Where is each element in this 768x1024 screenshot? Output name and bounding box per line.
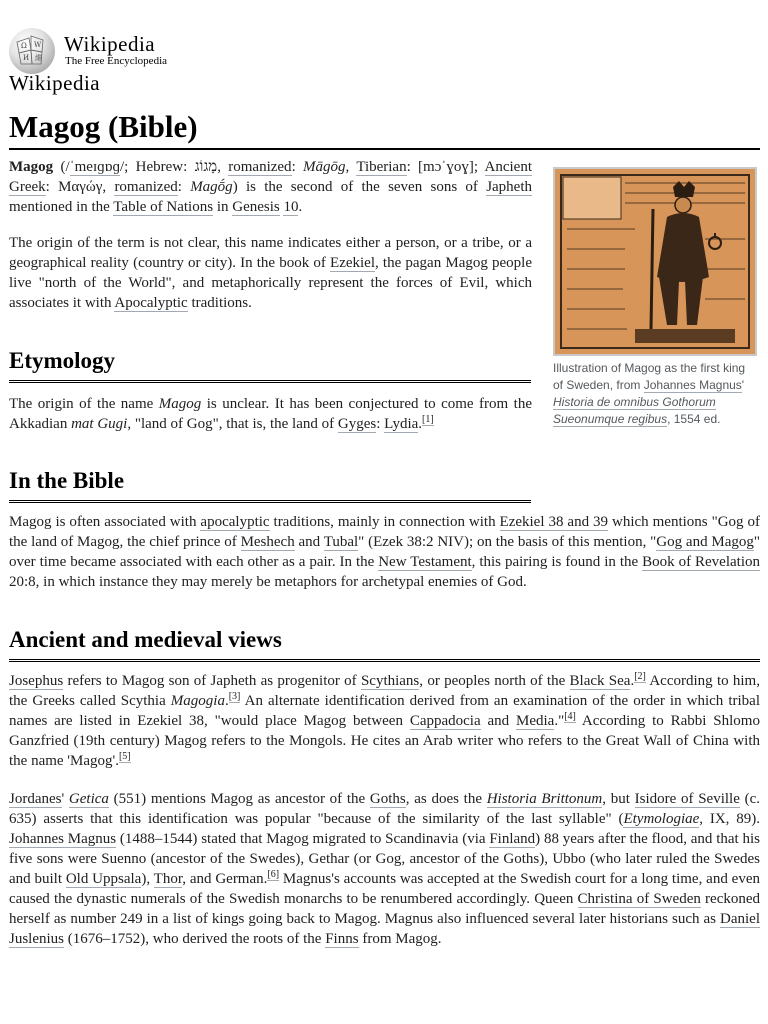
text: reckoned herself as number 249 in a list of kings going back to Magog. Magnus also influenced several later historians such as (9, 891, 761, 927)
getica-link[interactable]: Getica (68, 791, 109, 807)
citation-link[interactable]: [5] (118, 751, 131, 762)
text: (1676–1752), who derived the roots of the (64, 931, 326, 947)
text: Illustration of Magog as the first king of Sweden, from (553, 361, 746, 392)
intro-paragraph-2 (9, 233, 532, 313)
text: ) 88 years after the flood, and that his five sons were Suenno (ancestor of the Swedes), Gethar (or Gog, ancestor of the Goths), Ubbo (who later ruled the Swedes and built (9, 831, 761, 887)
media-link[interactable]: Media (516, 713, 555, 729)
juslenius-link[interactable]: Daniel Juslenius (9, 911, 760, 947)
bible-paragraph (9, 512, 760, 592)
citation-link[interactable]: [4] (564, 711, 576, 722)
jordanes-link[interactable]: Jordanes (9, 791, 62, 807)
intro (9, 157, 532, 313)
johannes-magnus-link[interactable]: Johannes Magnus (9, 831, 117, 847)
apocalyptic-link[interactable]: apocalyptic (200, 514, 270, 530)
ancient-paragraph-2 (9, 789, 760, 949)
table-of-nations-link[interactable]: Table of Nations (113, 199, 214, 215)
apocalyptic-link[interactable]: Apocalyptic (114, 295, 188, 311)
text: and (480, 713, 517, 729)
revelation-link[interactable]: Book of Revelation (642, 554, 761, 570)
citation-link[interactable]: [6] (267, 869, 280, 880)
text: , (345, 159, 357, 175)
text: which mentions " (608, 514, 718, 530)
ipa-link[interactable]: ˈmeɪɡɒɡ (69, 159, 120, 175)
text: , the pagan Magog people live "north of the World", and metaphorically represent the forces of Evil, which associates it with (9, 255, 532, 311)
text: (1488–1544) stated that Magog migrated to Scandinavia (via (116, 831, 490, 847)
wordmark-secondary: Wikipedia (9, 71, 101, 95)
etymologiae-link[interactable]: Etymologiae (623, 811, 700, 827)
ezekiel-link[interactable]: Ezekiel (330, 255, 376, 271)
text: 20:8, in which instance they may merely be metaphors for archetypal enemies of God. (9, 574, 527, 590)
old-uppsala-link[interactable]: Old Uppsala (65, 871, 142, 887)
greek-romanized-form: Magṓg (190, 179, 233, 195)
svg-text:維: 維 (35, 54, 42, 62)
text: (/ (53, 159, 70, 175)
text: According to Rabbi Shlomo Ganzfried (19th century) Magog refers to the Mongols. He cites an Arab writer who refers to the Great Wall of China with the name 'Magog'. (9, 713, 760, 769)
text: ' (741, 378, 745, 392)
gyges-link[interactable]: Gyges (337, 416, 377, 432)
text: Gog of the land of Magog, the chief prince of (9, 514, 760, 550)
ancient-paragraph-1 (9, 671, 760, 771)
text: in (213, 199, 233, 215)
text: /; Hebrew: (119, 159, 195, 175)
text: and (294, 534, 324, 550)
text: refers to Magog son of Japheth as progenitor of (63, 673, 361, 689)
text: traditions. (187, 295, 252, 311)
tagline: The Free Encyclopedia (65, 55, 168, 67)
romanized-form: Māgōg (303, 159, 346, 175)
bible-body (9, 512, 760, 592)
johannes-magnus-link[interactable]: Johannes Magnus (643, 378, 742, 392)
text: from Magog. (358, 931, 442, 947)
citation-link[interactable]: [1] (422, 414, 434, 425)
text: The origin of the term is not clear, this name indicates either a person, or a tribe, or a geographical reality (country or city). In the book of (9, 235, 532, 271)
magog-woodcut-image[interactable] (553, 167, 757, 356)
text-italic: Magog (158, 396, 202, 412)
text: ) is the second of the seven sons of (232, 179, 487, 195)
text: : Μαγώγ, (45, 179, 115, 195)
infobox-figure (553, 167, 758, 428)
text: " (Ezek 38:2 NIV); on the basis of this mention, " (358, 534, 657, 550)
text: (551) mentions Magog as ancestor of the (108, 791, 370, 807)
text: , IX, 89). (699, 811, 760, 827)
new-testament-link[interactable]: New Testament (378, 554, 472, 570)
text: ." (554, 713, 565, 729)
text: . (418, 416, 423, 432)
text: , but (602, 791, 635, 807)
ancient-greek-link[interactable]: Ancient Greek (9, 159, 532, 195)
figure-caption (553, 360, 758, 428)
svg-text:Ω: Ω (21, 42, 27, 50)
finland-link[interactable]: Finland (489, 831, 536, 847)
intro-paragraph-1 (9, 157, 532, 217)
text: The origin of the name (9, 396, 159, 412)
text: , 1554 ed. (667, 412, 721, 426)
romanized-link[interactable]: romanized (228, 159, 292, 175)
japheth-link[interactable]: Japheth (486, 179, 533, 195)
text: , or peoples north of the (419, 673, 570, 689)
genesis-10-link[interactable]: 10 (283, 199, 299, 215)
finns-link[interactable]: Finns (325, 931, 359, 947)
historia-gothorum-link[interactable]: Historia de omnibus Gothorum Sueonumque regibus (553, 395, 716, 426)
citation-link[interactable]: [3] (228, 691, 241, 702)
josephus-link[interactable]: Josephus (9, 673, 64, 689)
text: , "land of Gog", that is, the land of (127, 416, 338, 432)
gog-and-magog-link[interactable]: Gog and Magog (656, 534, 754, 550)
tubal-link[interactable]: Tubal (323, 534, 359, 550)
etymology-paragraph (9, 394, 532, 434)
citation-link[interactable]: [2] (634, 671, 646, 682)
text: . (630, 673, 635, 689)
text-italic: Magogia (170, 693, 225, 709)
lydia-link[interactable]: Lydia (384, 416, 419, 432)
text: . (224, 693, 229, 709)
goths-link[interactable]: Goths (369, 791, 406, 807)
section-heading-bible: In the Bible (9, 466, 531, 503)
ancient-body (9, 671, 760, 949)
text: : [mɔˈɣoɣ]; (406, 159, 485, 175)
isidore-link[interactable]: Isidore of Seville (634, 791, 740, 807)
svg-text:И: И (23, 54, 30, 62)
ezekiel-38-39-link[interactable]: Ezekiel 38 and 39 (499, 514, 609, 530)
text: is unclear. It has been conjectured to come from the Akkadian (9, 396, 532, 432)
text: ), (141, 871, 154, 887)
text: An alternate identification derived from an examination of the order in which tribal names are listed in Ezekiel 38, "would place Magog between (9, 693, 760, 729)
svg-text:W: W (34, 41, 42, 49)
page-title: Magog (Bible) (9, 108, 760, 150)
text: mentioned in the (9, 199, 114, 215)
text: : (177, 179, 191, 195)
text: ' (61, 791, 69, 807)
text: , and German. (182, 871, 268, 887)
scythians-link[interactable]: Scythians (360, 673, 420, 689)
section-heading-etymology: Etymology (9, 346, 531, 383)
text: , this pairing is found in the (471, 554, 643, 570)
text: " over time became associated with each other as a pair. In the (9, 534, 760, 570)
text: . (298, 199, 303, 215)
text: According to him, the Greeks called Scythia (9, 673, 760, 709)
text: traditions, mainly in connection with (269, 514, 500, 530)
wikipedia-globe-icon (9, 28, 55, 74)
text: : (291, 159, 304, 175)
tiberian-link[interactable]: Tiberian (356, 159, 407, 175)
text: Magog is often associated with (9, 514, 201, 530)
historia-brittonum-link[interactable]: Historia Brittonum (486, 791, 603, 807)
black-sea-link[interactable]: Black Sea (569, 673, 631, 689)
genesis-link[interactable]: Genesis (232, 199, 280, 215)
etymology-body (9, 394, 532, 434)
text: Magnus's accounts was accepted at the Swedish court for a long time, and even caused the dynastic numerals of the Swedish monarchs to be renumbered accordingly. Queen (9, 871, 760, 907)
text: (c. 635) asserts that this identification was popular "because of the similarity of the last syllable" ( (9, 791, 760, 827)
thor-link[interactable]: Thor (153, 871, 183, 887)
text: : (376, 416, 385, 432)
lead-term: Magog (9, 159, 54, 175)
hebrew-text: מָגוֹג (194, 159, 218, 175)
cappadocia-link[interactable]: Cappadocia (409, 713, 481, 729)
wordmark: Wikipedia (64, 32, 156, 56)
section-heading-ancient: Ancient and medieval views (9, 625, 760, 662)
text: , as does the (405, 791, 487, 807)
christina-link[interactable]: Christina of Sweden (577, 891, 701, 907)
meshech-link[interactable]: Meshech (240, 534, 295, 550)
text-italic: mat Gugi (71, 416, 128, 432)
text: , (217, 159, 229, 175)
romanized-link-2[interactable]: romanized (114, 179, 178, 195)
